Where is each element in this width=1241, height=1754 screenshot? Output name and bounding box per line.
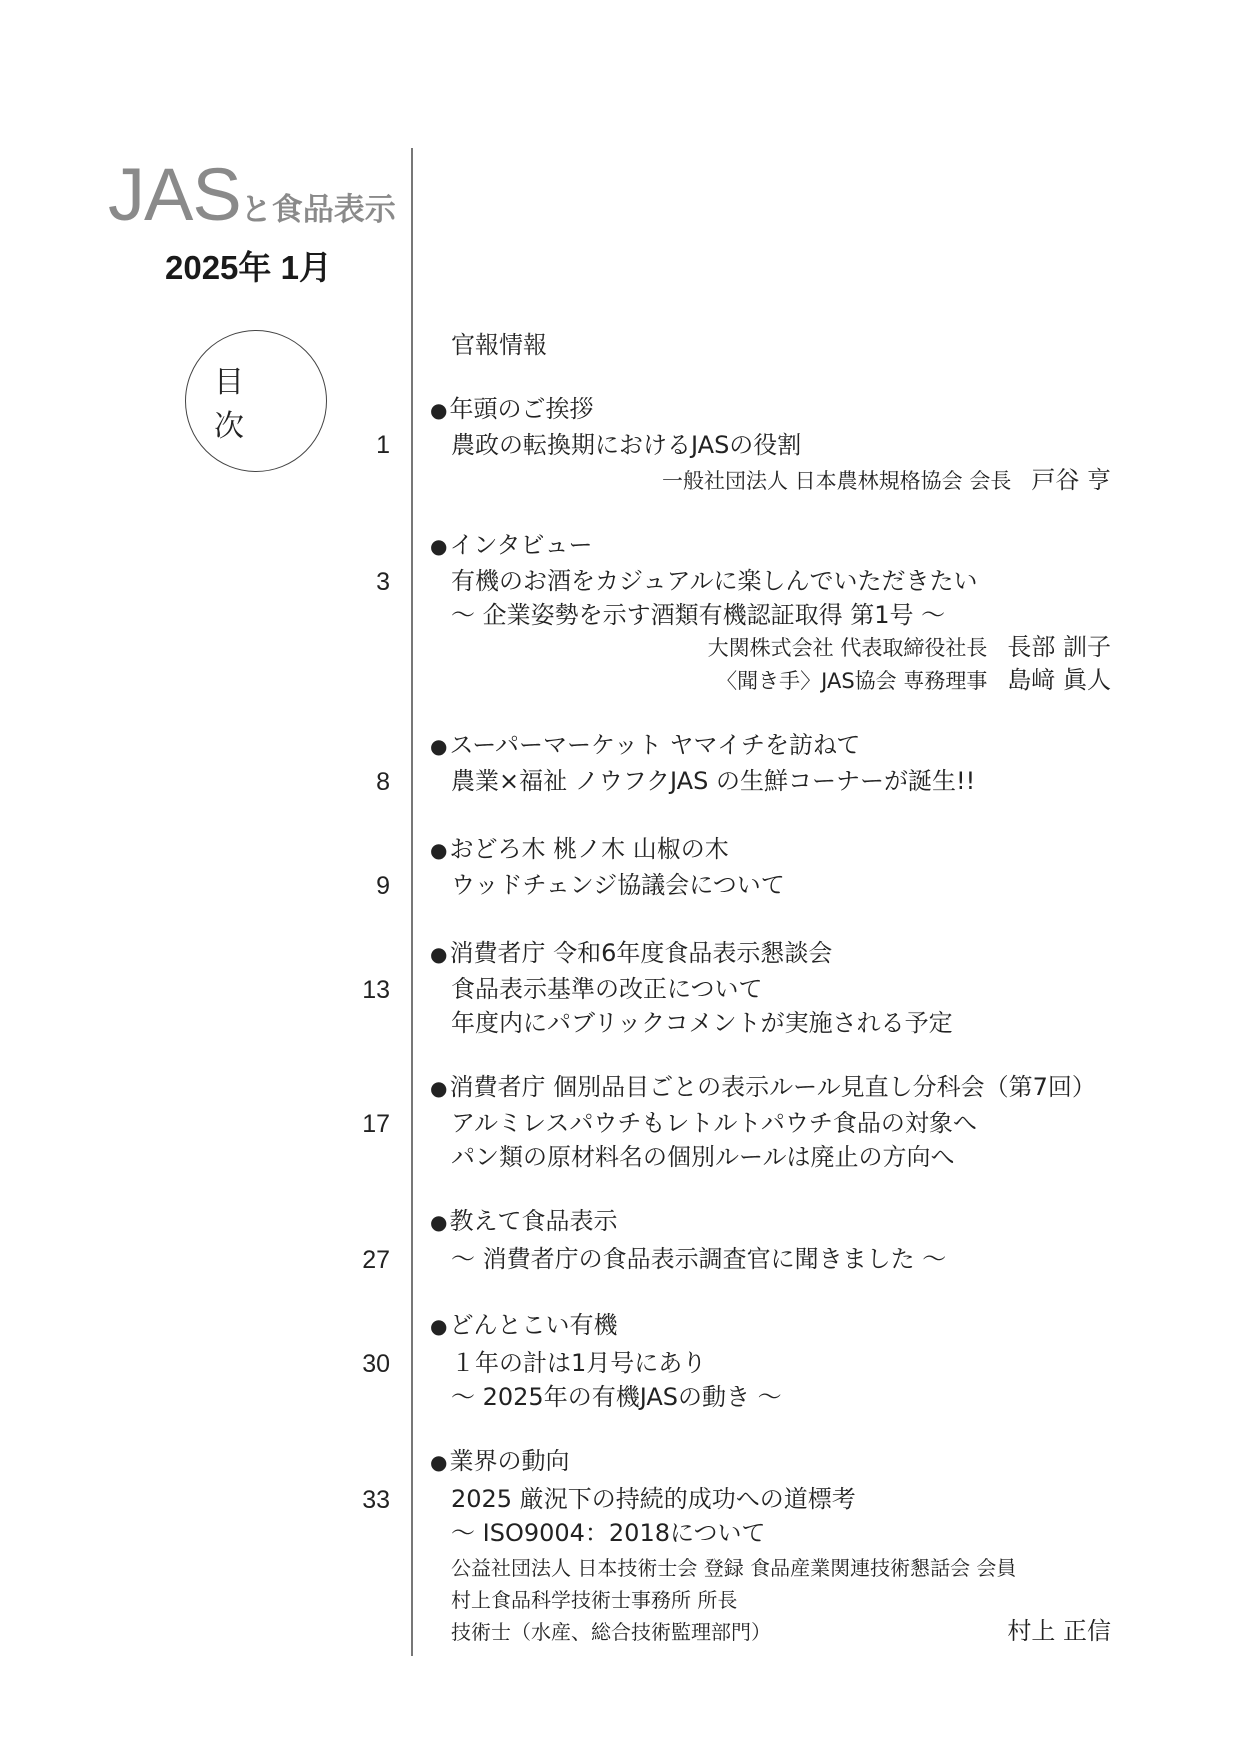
toc-article-subtitle: ～ 企業姿勢を示す酒類有機認証取得 第1号 ～: [451, 601, 946, 629]
toc-article-title[interactable]: 2025 厳況下の持続的成功への道標考: [451, 1485, 856, 1513]
page-number[interactable]: 33: [362, 1486, 390, 1514]
toc-article-title[interactable]: 農政の転換期におけるJASの役割: [451, 431, 802, 459]
toc-article-subtitle: パン類の原材料名の個別ルールは廃止の方向へ: [451, 1143, 955, 1171]
toc-article-title[interactable]: 有機のお酒をカジュアルに楽しんでいただきたい: [451, 567, 978, 595]
page-number[interactable]: 9: [376, 872, 390, 900]
toc-article-subtitle: 年度内にパブリックコメントが実施される予定: [451, 1009, 953, 1037]
masthead-jas: JAS: [108, 153, 241, 236]
bullet-icon: ●: [430, 838, 448, 862]
bullet-icon: ●: [430, 398, 448, 422]
toc-section-heading[interactable]: ●インタビュー: [430, 531, 593, 559]
bullet-icon: ●: [430, 1314, 448, 1338]
bullet-icon: ●: [430, 1210, 448, 1234]
toc-article-subtitle: ～ 2025年の有機JASの動き ～: [451, 1383, 782, 1411]
toc-article-title[interactable]: ～ 消費者庁の食品表示調査官に聞きました ～: [451, 1245, 947, 1273]
toc-section-heading[interactable]: ●消費者庁 令和6年度食品表示懇談会: [430, 939, 833, 967]
bullet-icon: ●: [430, 1450, 448, 1474]
page-number[interactable]: 27: [362, 1246, 390, 1274]
toc-section-heading[interactable]: ●どんとこい有機: [430, 1311, 618, 1339]
page-number[interactable]: 17: [362, 1110, 390, 1138]
toc-article-title[interactable]: ウッドチェンジ協議会について: [451, 871, 785, 899]
author-affiliation: 公益社団法人 日本技術士会 登録 食品産業関連技術懇話会 会員: [451, 1556, 1017, 1580]
toc-article-title[interactable]: アルミレスパウチもレトルトパウチ食品の対象へ: [451, 1109, 977, 1137]
page-number[interactable]: 3: [376, 568, 390, 596]
toc-label-circle: [185, 330, 327, 472]
toc-section-heading[interactable]: ●業界の動向: [430, 1447, 570, 1475]
page-number[interactable]: 8: [376, 768, 390, 796]
author-line: 一般社団法人 日本農林規格協会 会長 戸谷 亨: [662, 466, 1111, 494]
toc-section-heading[interactable]: ●教えて食品表示: [430, 1207, 618, 1235]
toc-article-title[interactable]: 食品表示基準の改正について: [451, 975, 763, 1003]
toc-article-subtitle: ～ ISO9004：2018について: [451, 1519, 766, 1547]
toc-section-heading[interactable]: ●スーパーマーケット ヤマイチを訪ねて: [430, 731, 861, 759]
bullet-icon: ●: [430, 1076, 448, 1100]
bullet-icon: ●: [430, 942, 448, 966]
magazine-masthead: [108, 153, 408, 236]
bullet-icon: ●: [430, 734, 448, 758]
author-name: 村上 正信: [1007, 1617, 1111, 1645]
official-gazette-link[interactable]: 官報情報: [451, 331, 547, 359]
toc-article-title[interactable]: １年の計は1月号にあり: [451, 1349, 707, 1377]
toc-section-heading[interactable]: ●おどろ木 桃ノ木 山椒の木: [430, 835, 729, 863]
toc-section-heading[interactable]: ●年頭のご挨拶: [430, 395, 594, 423]
toc-article-title[interactable]: 農業×福祉 ノウフクJAS の生鮮コーナーが誕生!!: [451, 767, 976, 795]
author-affiliation: 村上食品科学技術士事務所 所長: [451, 1588, 738, 1612]
author-affiliation: 技術士（水産、総合技術監理部門）: [451, 1620, 771, 1644]
masthead-title: と食品表示: [240, 192, 396, 228]
toc-section-heading[interactable]: ●消費者庁 個別品目ごとの表示ルール見直し分科会（第7回）: [430, 1073, 1096, 1101]
toc-label: 目次: [214, 365, 272, 444]
page-number[interactable]: 1: [376, 431, 390, 459]
page-number[interactable]: 30: [362, 1350, 390, 1378]
author-line: 大関株式会社 代表取締役社長 長部 訓子: [707, 633, 1111, 661]
bullet-icon: ●: [430, 534, 448, 558]
divider-line: [411, 148, 413, 1656]
author-line: 〈聞き手〉JAS協会 専務理事 島﨑 眞人: [716, 666, 1111, 694]
page-number[interactable]: 13: [362, 976, 390, 1004]
issue-date: 2025年 1月: [165, 249, 332, 286]
